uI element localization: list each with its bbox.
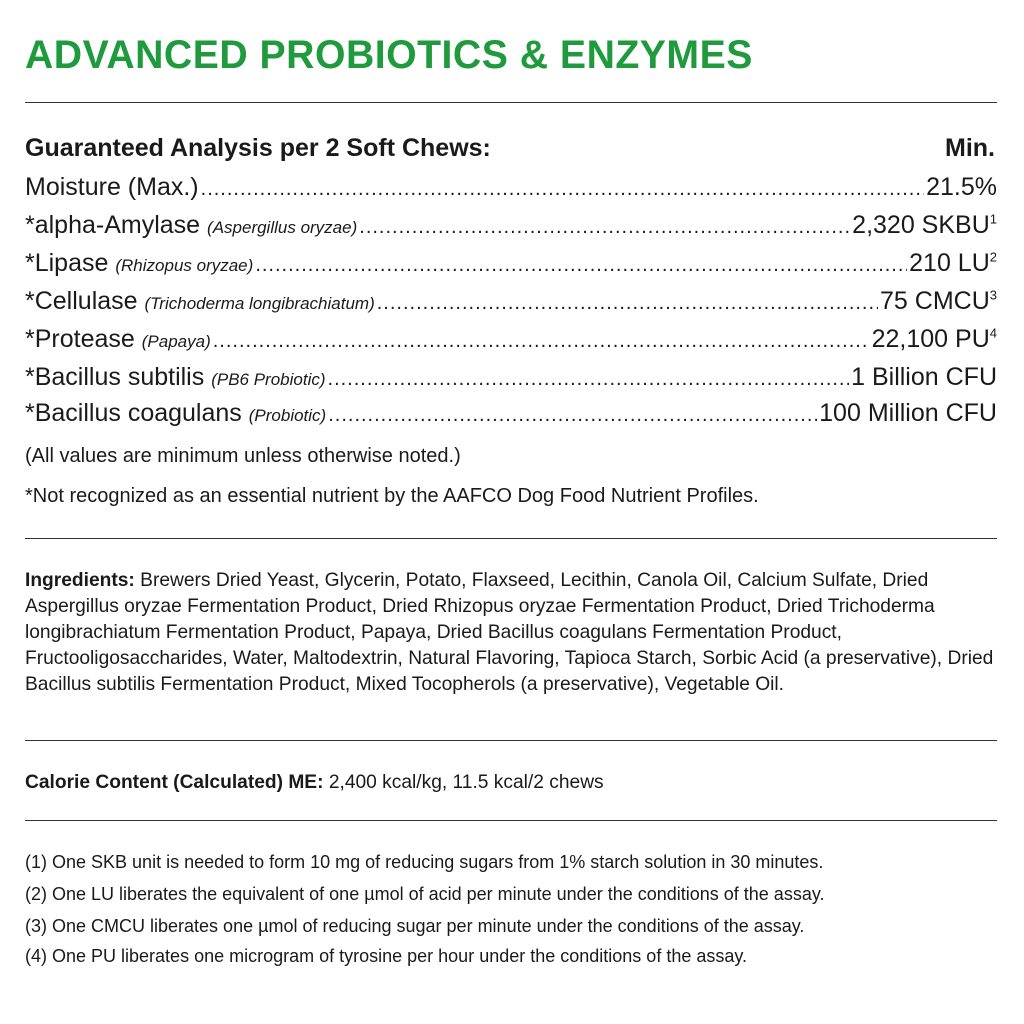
analysis-name: *Cellulase	[25, 287, 145, 315]
footnote-2: (2) One LU liberates the equivalent of one µmol of acid per minute under the conditions of the assay.	[25, 884, 825, 904]
analysis-name: *Bacillus coagulans	[25, 399, 249, 427]
analysis-row-alpha-amylase	[25, 210, 997, 243]
note-minimum: (All values are minimum unless otherwise noted.)	[25, 445, 461, 467]
footnote-marker: 3	[989, 287, 997, 303]
analysis-row-moisture	[25, 172, 997, 205]
analysis-row-bacillus-coagulans	[25, 398, 997, 431]
label-panel	[25, 30, 997, 966]
analysis-source: (PB6 Probiotic)	[211, 370, 326, 389]
ingredients-block	[25, 568, 997, 698]
analysis-name: *Protease	[25, 325, 142, 353]
ingredients-label: Ingredients:	[25, 570, 135, 591]
footnote-marker: 2	[989, 249, 997, 265]
footnote-marker: 1	[989, 211, 997, 227]
analysis-row-protease	[25, 324, 997, 357]
leader-dots	[328, 398, 817, 430]
guaranteed-analysis-heading: Guaranteed Analysis per 2 Soft Chews:	[25, 134, 491, 162]
leader-dots	[255, 248, 907, 280]
analysis-name: *Lipase	[25, 249, 116, 277]
footnote-1: (1) One SKB unit is needed to form 10 mg of reducing sugars from 1% starch solution in 30 minutes.	[25, 852, 824, 872]
product-title: ADVANCED PROBIOTICS & ENZYMES	[25, 33, 753, 77]
guaranteed-analysis-header	[25, 134, 995, 163]
analysis-source: (Aspergillus oryzae)	[207, 218, 358, 237]
analysis-name: Moisture (Max.)	[25, 173, 199, 201]
leader-dots	[213, 324, 870, 356]
analysis-value: 22,100 PU	[871, 325, 990, 353]
divider-footnotes	[25, 820, 997, 821]
analysis-row-lipase	[25, 248, 997, 281]
calorie-block	[25, 770, 604, 796]
divider-ingredients	[25, 538, 997, 539]
analysis-value: 2,320 SKBU	[852, 211, 990, 239]
note-aafco: *Not recognized as an essential nutrient by the AAFCO Dog Food Nutrient Profiles.	[25, 485, 759, 507]
calorie-label: Calorie Content (Calculated) ME:	[25, 772, 324, 793]
ingredients-text: Brewers Dried Yeast, Glycerin, Potato, Flaxseed, Lecithin, Canola Oil, Calcium Sulfate, Dried Aspergillus oryzae Fermentation Product, Dried Rhizopus oryzae Fermentation Product, Dried Trichoderma longibrachiatum Fermentation Product, Papaya, Dried Bacillus coagulans Fermentation Product, Fructooligosaccharides, Water, Maltodextrin, Natural Flavoring, Tapioca Starch, Sorbic Acid (a preservative), Dried Bacillus subtilis Fermentation Product, Mixed Tocopherols (a preservative), Vegetable Oil.	[25, 570, 994, 695]
leader-dots	[328, 362, 850, 394]
analysis-source: (Rhizopus oryzae)	[115, 256, 254, 275]
analysis-row-bacillus-subtilis	[25, 362, 997, 395]
analysis-value: 21.5%	[926, 173, 997, 201]
footnote-marker: 4	[989, 325, 997, 341]
leader-dots	[201, 172, 924, 204]
analysis-name: *alpha-Amylase	[25, 211, 208, 239]
analysis-source: (Trichoderma longibrachiatum)	[144, 294, 375, 313]
footnote-4: (4) One PU liberates one microgram of tyrosine per hour under the conditions of the assay.	[25, 946, 748, 966]
leader-dots	[377, 286, 878, 318]
analysis-value: 100 Million CFU	[819, 399, 997, 427]
analysis-value: 1 Billion CFU	[851, 363, 997, 391]
analysis-source: (Probiotic)	[248, 406, 327, 425]
analysis-value: 210 LU	[909, 249, 990, 277]
leader-dots	[359, 210, 850, 242]
footnote-3: (3) One CMCU liberates one µmol of reducing sugar per minute under the conditions of the assay.	[25, 916, 805, 936]
analysis-row-cellulase	[25, 286, 997, 319]
min-label: Min.	[945, 134, 995, 162]
divider-top	[25, 102, 997, 103]
calorie-text: 2,400 kcal/kg, 11.5 kcal/2 chews	[323, 772, 604, 793]
divider-calorie	[25, 740, 997, 741]
analysis-name: *Bacillus subtilis	[25, 363, 212, 391]
analysis-value: 75 CMCU	[880, 287, 990, 315]
analysis-source: (Papaya)	[141, 332, 211, 351]
